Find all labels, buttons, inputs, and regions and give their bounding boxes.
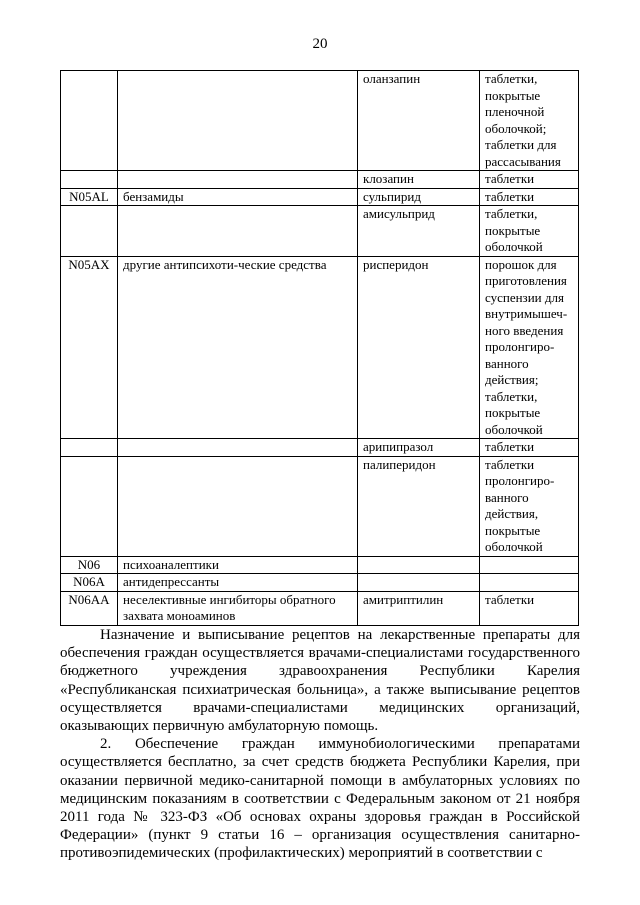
group-cell <box>118 206 358 257</box>
form-cell: таблетки <box>480 591 579 625</box>
form-cell: таблетки, покрытые оболочкой <box>480 206 579 257</box>
code-cell <box>61 439 118 457</box>
table-row <box>61 256 579 439</box>
form-cell <box>480 556 579 574</box>
group-cell <box>118 456 358 556</box>
drug-cell: сульпирид <box>358 188 480 206</box>
group-cell: антидепрессанты <box>118 574 358 592</box>
code-cell: N05AX <box>61 256 118 439</box>
code-cell: N06 <box>61 556 118 574</box>
group-cell: психоаналептики <box>118 556 358 574</box>
table-row <box>61 188 579 206</box>
form-cell <box>480 574 579 592</box>
drug-table <box>60 70 579 626</box>
group-cell: бензамиды <box>118 188 358 206</box>
drug-cell <box>358 556 480 574</box>
table-row <box>61 71 579 171</box>
form-cell: таблетки пролонгиро-ванного действия, покрытые оболочкой <box>480 456 579 556</box>
table-row <box>61 171 579 189</box>
form-cell: таблетки, покрытые пленочной оболочкой; таблетки для рассасывания <box>480 71 579 171</box>
code-cell <box>61 71 118 171</box>
drug-cell: клозапин <box>358 171 480 189</box>
table-row <box>61 456 579 556</box>
drug-cell: оланзапин <box>358 71 480 171</box>
group-cell: другие антипсихоти-ческие средства <box>118 256 358 439</box>
drug-cell <box>358 574 480 592</box>
table-row <box>61 206 579 257</box>
code-cell: N05AL <box>61 188 118 206</box>
table-row <box>61 439 579 457</box>
drug-cell: палиперидон <box>358 456 480 556</box>
drug-cell: арипипразол <box>358 439 480 457</box>
code-cell <box>61 171 118 189</box>
group-cell <box>118 171 358 189</box>
group-cell <box>118 439 358 457</box>
group-cell <box>118 71 358 171</box>
table-row <box>61 591 579 625</box>
drug-cell: амисульприд <box>358 206 480 257</box>
form-cell: таблетки <box>480 171 579 189</box>
page-number: 20 <box>312 36 328 52</box>
group-cell: неселективные ингибиторы обратного захвата моноаминов <box>118 591 358 625</box>
paragraph: 2. Обеспечение граждан иммунобиологическими препаратами осуществляется бесплатно, за счет средств бюджета Республики Карелия, при оказании первичной медико-санитарной помощи в амбулаторных условиях по медицинским показаниям в соответствии с Федеральным законом от 21 ноября 2011 года № 323-ФЗ «Об основах охраны здоровья граждан в Российской Федерации» (пункт 9 статьи 16 – организация осуществления санитарно-противоэпидемических (профилактических) мероприятий в соответствии с <box>60 736 580 862</box>
table-row <box>61 574 579 592</box>
code-cell: N06AA <box>61 591 118 625</box>
code-cell <box>61 206 118 257</box>
table-row <box>61 556 579 574</box>
code-cell <box>61 456 118 556</box>
body-text <box>60 626 580 863</box>
form-cell: таблетки <box>480 439 579 457</box>
paragraph: Назначение и выписывание рецептов на лекарственные препараты для обеспечения граждан осуществляется врачами-специалистами государственного бюджетного учреждения здравоохранения Республики Карелия «Республиканская психиатрическая больница», а также выписывание рецептов осуществляется врачами-специалистами медицинских организаций, оказывающих первичную амбулаторную помощь. <box>60 627 580 735</box>
drug-cell: амитриптилин <box>358 591 480 625</box>
drug-cell: рисперидон <box>358 256 480 439</box>
code-cell: N06A <box>61 574 118 592</box>
form-cell: порошок для приготовления суспензии для внутримышеч-ного введения пролонгиро-ванного действия; таблетки, покрытые оболочкой <box>480 256 579 439</box>
form-cell: таблетки <box>480 188 579 206</box>
